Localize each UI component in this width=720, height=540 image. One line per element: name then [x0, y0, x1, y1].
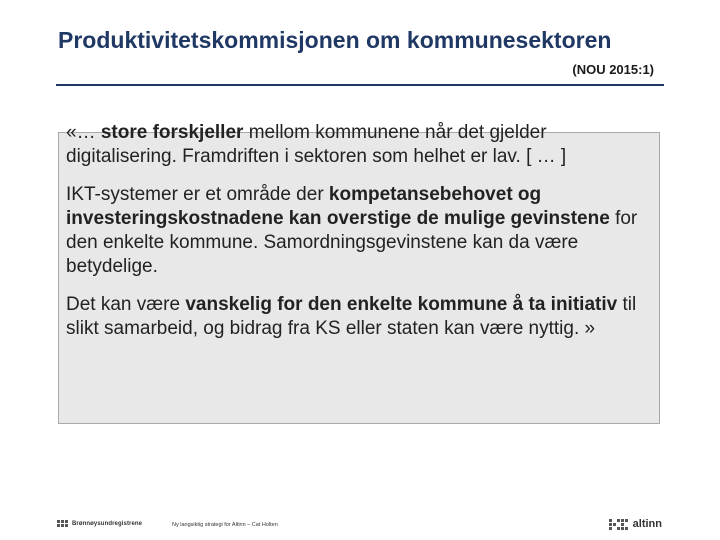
quote-p2-end: for den enkelte kommune. Samordningsgevinstene kan da være betydelige. — [66, 208, 638, 277]
quote-paragraph-1 — [66, 121, 656, 169]
quote-p1-end: mellom kommunene når det gjelder digitalisering. Framdriften i sektoren som helhet er lav. [ … ] — [66, 122, 567, 167]
altinn-logo-icon — [609, 519, 628, 530]
quote-p1-emphasis: store forskjeller — [100, 122, 244, 143]
quote-p1-start: «… — [66, 122, 101, 143]
footer-note: Ny langsiktig strategi for Altinn – Cat Holten — [172, 522, 278, 528]
slide-title: Produktivitetskommisjonen om kommunesektoren — [58, 27, 612, 53]
quote-text — [66, 121, 656, 355]
quote-p2-start: IKT-systemer er et område der — [66, 184, 329, 205]
brreg-logo — [57, 520, 142, 527]
slide-footer — [0, 512, 720, 540]
altinn-logo-label: altinn — [632, 518, 662, 530]
quote-p3-end: til slikt samarbeid, og bidrag fra KS eller staten kan være nyttig. » — [66, 294, 637, 339]
slide-subtitle: (NOU 2015:1) — [572, 62, 654, 77]
quote-p2-emphasis: kompetansebehovet og investeringskostnadene kan overstige de mulige gevinstene — [66, 184, 610, 229]
brreg-logo-label: Brønnøysundregistrene — [72, 520, 143, 527]
brreg-logo-icon — [57, 520, 68, 527]
quote-p3-start: Det kan være — [66, 294, 186, 315]
altinn-logo — [609, 518, 662, 530]
quote-paragraph-2 — [66, 183, 656, 279]
quote-paragraph-3 — [66, 293, 656, 341]
title-divider — [56, 84, 664, 86]
quote-p3-emphasis: vanskelig for den enkelte kommune å ta initiativ — [185, 294, 618, 315]
